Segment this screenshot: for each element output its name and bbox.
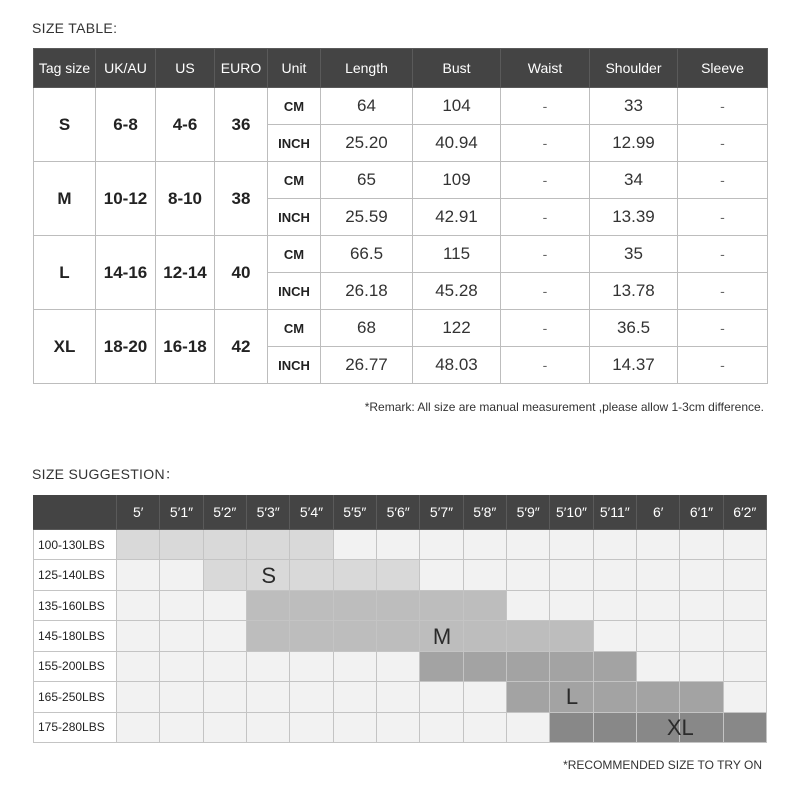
empty-cell	[160, 682, 203, 712]
cell-unit: CM	[268, 236, 321, 273]
size-cell-l	[550, 652, 593, 682]
empty-cell	[160, 560, 203, 590]
empty-cell	[204, 713, 247, 743]
size-cell-s	[204, 530, 247, 560]
empty-cell	[464, 713, 507, 743]
header-shoulder: Shoulder	[590, 49, 678, 88]
weight-label: 125-140LBS	[33, 560, 117, 590]
size-cell-xl	[550, 713, 593, 743]
weight-label: 135-160LBS	[33, 591, 117, 621]
cell-waist: -	[501, 88, 590, 125]
empty-cell	[290, 682, 333, 712]
size-cell-s	[377, 560, 420, 590]
header-tag-size: Tag size	[34, 49, 96, 88]
cell-waist: -	[501, 310, 590, 347]
header-waist: Waist	[501, 49, 590, 88]
cell-tag: M	[34, 162, 96, 236]
cell-uk: 10-12	[96, 162, 156, 236]
header-unit: Unit	[268, 49, 321, 88]
empty-cell	[724, 682, 767, 712]
height-header: 5′6″	[377, 495, 420, 530]
cell-shoulder: 13.39	[590, 199, 678, 236]
empty-cell	[594, 621, 637, 651]
empty-cell	[204, 652, 247, 682]
height-header: 5′4″	[290, 495, 333, 530]
height-header: 5′11″	[594, 495, 637, 530]
empty-cell	[680, 621, 723, 651]
empty-cell	[117, 713, 160, 743]
size-cell-m	[247, 621, 290, 651]
empty-cell	[507, 560, 550, 590]
empty-cell	[117, 560, 160, 590]
empty-cell	[117, 652, 160, 682]
size-table-heading: SIZE TABLE:	[32, 20, 118, 36]
header-sleeve: Sleeve	[678, 49, 768, 88]
empty-cell	[680, 652, 723, 682]
cell-unit: INCH	[268, 273, 321, 310]
cell-bust: 109	[413, 162, 501, 199]
empty-cell	[464, 682, 507, 712]
empty-cell	[637, 621, 680, 651]
size-label-xl: XL	[666, 714, 694, 740]
size-cell-m	[507, 621, 550, 651]
cell-us: 12-14	[156, 236, 215, 310]
weight-label: 175-280LBS	[33, 713, 117, 743]
size-cell-l	[420, 652, 463, 682]
cell-sleeve: -	[678, 273, 768, 310]
empty-cell	[377, 682, 420, 712]
cell-shoulder: 35	[590, 236, 678, 273]
cell-unit: INCH	[268, 347, 321, 384]
empty-cell	[117, 591, 160, 621]
cell-length: 65	[321, 162, 413, 199]
size-cell-s	[290, 560, 333, 590]
height-header: 5′10″	[550, 495, 593, 530]
empty-cell	[724, 652, 767, 682]
size-cell-l	[637, 682, 680, 712]
cell-shoulder: 36.5	[590, 310, 678, 347]
cell-unit: INCH	[268, 199, 321, 236]
height-header: 5′	[117, 495, 160, 530]
empty-cell	[160, 652, 203, 682]
cell-us: 8-10	[156, 162, 215, 236]
empty-cell	[247, 682, 290, 712]
empty-cell	[724, 560, 767, 590]
empty-cell	[420, 682, 463, 712]
cell-length: 26.18	[321, 273, 413, 310]
cell-tag: XL	[34, 310, 96, 384]
size-suggestion-heading: SIZE SUGGESTION：	[32, 466, 180, 482]
size-cell-s	[117, 530, 160, 560]
cell-sleeve: -	[678, 125, 768, 162]
cell-waist: -	[501, 125, 590, 162]
header-euro: EURO	[215, 49, 268, 88]
size-row-m-cm	[34, 162, 768, 199]
size-cell-s	[160, 530, 203, 560]
cell-bust: 48.03	[413, 347, 501, 384]
empty-cell	[724, 621, 767, 651]
recommend-note: *RECOMMENDED SIZE TO TRY ON	[563, 758, 762, 772]
grid-corner	[33, 495, 117, 530]
height-header: 5′2″	[204, 495, 247, 530]
cell-length: 25.20	[321, 125, 413, 162]
height-header: 5′8″	[464, 495, 507, 530]
size-cell-m	[290, 591, 333, 621]
empty-cell	[420, 530, 463, 560]
empty-cell	[334, 652, 377, 682]
cell-euro: 42	[215, 310, 268, 384]
size-cell-s	[247, 530, 290, 560]
remark-note: *Remark: All size are manual measurement ,please allow 1-3cm difference.	[364, 400, 764, 414]
empty-cell	[204, 591, 247, 621]
size-cell-l	[594, 682, 637, 712]
height-header: 6′	[637, 495, 680, 530]
cell-uk: 14-16	[96, 236, 156, 310]
weight-label: 165-250LBS	[33, 682, 117, 712]
height-header: 5′5″	[334, 495, 377, 530]
empty-cell	[290, 652, 333, 682]
cell-sleeve: -	[678, 162, 768, 199]
header-bust: Bust	[413, 49, 501, 88]
cell-euro: 36	[215, 88, 268, 162]
size-cell-l	[594, 652, 637, 682]
empty-cell	[507, 713, 550, 743]
cell-euro: 38	[215, 162, 268, 236]
empty-cell	[204, 621, 247, 651]
cell-bust: 42.91	[413, 199, 501, 236]
empty-cell	[420, 713, 463, 743]
empty-cell	[637, 560, 680, 590]
empty-cell	[204, 682, 247, 712]
size-cell-m	[334, 621, 377, 651]
cell-euro: 40	[215, 236, 268, 310]
cell-sleeve: -	[678, 88, 768, 125]
empty-cell	[594, 591, 637, 621]
cell-shoulder: 13.78	[590, 273, 678, 310]
cell-bust: 104	[413, 88, 501, 125]
size-cell-m	[247, 591, 290, 621]
cell-sleeve: -	[678, 199, 768, 236]
cell-sleeve: -	[678, 347, 768, 384]
cell-unit: CM	[268, 88, 321, 125]
empty-cell	[464, 530, 507, 560]
cell-sleeve: -	[678, 310, 768, 347]
size-cell-s	[290, 530, 333, 560]
weight-label: 100-130LBS	[33, 530, 117, 560]
empty-cell	[160, 621, 203, 651]
size-cell-m	[377, 591, 420, 621]
size-cell-s	[334, 560, 377, 590]
empty-cell	[594, 560, 637, 590]
empty-cell	[507, 591, 550, 621]
cell-unit: INCH	[268, 125, 321, 162]
size-cell-m	[377, 621, 420, 651]
empty-cell	[117, 621, 160, 651]
empty-cell	[637, 591, 680, 621]
height-header: 5′1″	[160, 495, 203, 530]
empty-cell	[680, 560, 723, 590]
empty-cell	[550, 560, 593, 590]
empty-cell	[507, 530, 550, 560]
empty-cell	[160, 591, 203, 621]
size-table-header	[34, 49, 768, 88]
empty-cell	[377, 652, 420, 682]
cell-tag: S	[34, 88, 96, 162]
cell-shoulder: 34	[590, 162, 678, 199]
cell-length: 66.5	[321, 236, 413, 273]
size-cell-s	[204, 560, 247, 590]
cell-waist: -	[501, 199, 590, 236]
empty-cell	[334, 682, 377, 712]
cell-length: 26.77	[321, 347, 413, 384]
size-cell-l	[507, 652, 550, 682]
height-header: 5′9″	[507, 495, 550, 530]
height-header: 6′1″	[680, 495, 723, 530]
size-row-s-cm	[34, 88, 768, 125]
empty-cell	[724, 530, 767, 560]
size-cell-l	[507, 682, 550, 712]
cell-waist: -	[501, 236, 590, 273]
height-header: 6′2″	[724, 495, 767, 530]
empty-cell	[334, 530, 377, 560]
cell-bust: 122	[413, 310, 501, 347]
size-row-l-cm	[34, 236, 768, 273]
size-cell-m	[464, 591, 507, 621]
empty-cell	[637, 530, 680, 560]
height-header: 5′7″	[420, 495, 463, 530]
weight-label: 145-180LBS	[33, 621, 117, 651]
size-cell-m	[290, 621, 333, 651]
cell-us: 4-6	[156, 88, 215, 162]
empty-cell	[594, 530, 637, 560]
size-label-s: S	[261, 562, 276, 588]
empty-cell	[247, 713, 290, 743]
size-cell-m	[420, 591, 463, 621]
size-cell-m	[334, 591, 377, 621]
empty-cell	[550, 530, 593, 560]
empty-cell	[724, 591, 767, 621]
header-length: Length	[321, 49, 413, 88]
cell-length: 64	[321, 88, 413, 125]
empty-cell	[680, 591, 723, 621]
cell-waist: -	[501, 347, 590, 384]
cell-tag: L	[34, 236, 96, 310]
cell-uk: 6-8	[96, 88, 156, 162]
size-row-xl-cm	[34, 310, 768, 347]
cell-bust: 115	[413, 236, 501, 273]
header-us: US	[156, 49, 215, 88]
empty-cell	[377, 713, 420, 743]
empty-cell	[160, 713, 203, 743]
size-label-l: L	[565, 684, 579, 710]
cell-bust: 40.94	[413, 125, 501, 162]
size-cell-m	[550, 621, 593, 651]
size-suggestion-grid	[33, 495, 767, 743]
cell-waist: -	[501, 273, 590, 310]
empty-cell	[680, 530, 723, 560]
empty-cell	[117, 682, 160, 712]
size-cell-l	[464, 652, 507, 682]
cell-length: 25.59	[321, 199, 413, 236]
size-cell-l	[680, 682, 723, 712]
cell-waist: -	[501, 162, 590, 199]
cell-shoulder: 14.37	[590, 347, 678, 384]
empty-cell	[334, 713, 377, 743]
header-uk-au: UK/AU	[96, 49, 156, 88]
size-cell-xl	[724, 713, 767, 743]
empty-cell	[464, 560, 507, 590]
empty-cell	[290, 713, 333, 743]
cell-bust: 45.28	[413, 273, 501, 310]
cell-shoulder: 33	[590, 88, 678, 125]
empty-cell	[550, 591, 593, 621]
size-cell-m	[464, 621, 507, 651]
cell-unit: CM	[268, 162, 321, 199]
size-label-m: M	[432, 623, 452, 649]
size-table	[33, 48, 768, 384]
weight-label: 155-200LBS	[33, 652, 117, 682]
empty-cell	[420, 560, 463, 590]
height-header: 5′3″	[247, 495, 290, 530]
empty-cell	[637, 652, 680, 682]
cell-shoulder: 12.99	[590, 125, 678, 162]
empty-cell	[377, 530, 420, 560]
cell-unit: CM	[268, 310, 321, 347]
cell-length: 68	[321, 310, 413, 347]
size-cell-xl	[594, 713, 637, 743]
empty-cell	[247, 652, 290, 682]
cell-sleeve: -	[678, 236, 768, 273]
cell-uk: 18-20	[96, 310, 156, 384]
cell-us: 16-18	[156, 310, 215, 384]
